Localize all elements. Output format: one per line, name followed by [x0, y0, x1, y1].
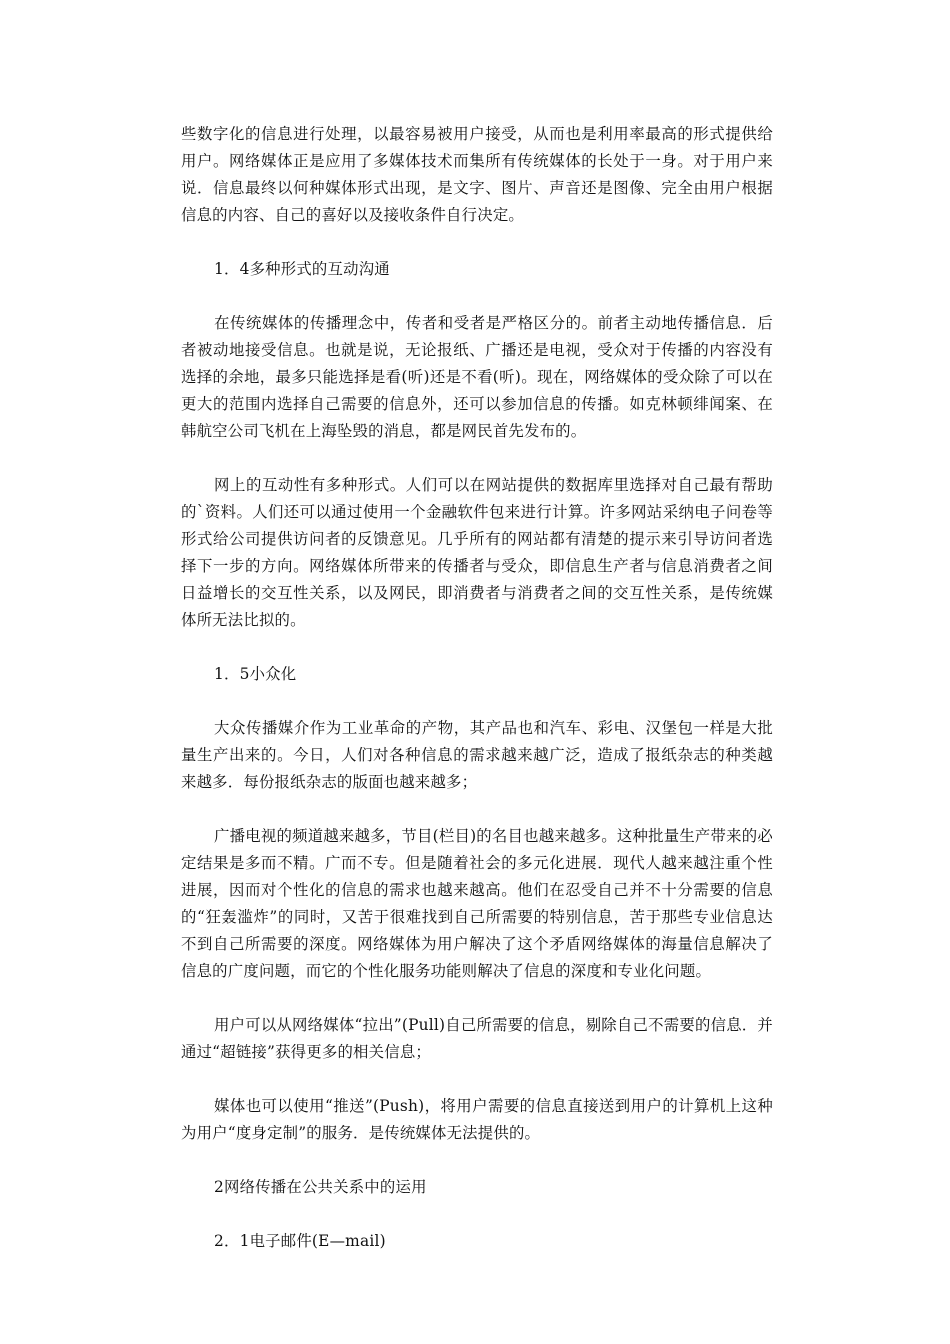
- paragraph-pull: 用户可以从网络媒体“拉出”(Pull)自己所需要的信息，剔除自己不需要的信息．并通过“超链接”获得更多的相关信息；: [181, 1016, 773, 1061]
- paragraph-traditional-media: 在传统媒体的传播理念中，传者和受者是严格区分的。前者主动地传播信息．后者被动地接受信息。也就是说，无论报纸、广播还是电视，受众对于传播的内容没有选择的余地，最多只能选择是看(听)还是不看(听)。现在，网络媒体的受众除了可以在更大的范围内选择自己需要的信息外，还可以参加信息的传播。如克林顿绯闻案、在韩航空公司飞机在上海坠毁的消息，都是网民首先发布的。: [181, 314, 773, 440]
- section-heading-1-5: 1．5小众化: [214, 665, 297, 683]
- section-heading-2-1: 2．1电子邮件(E—mail): [214, 1232, 386, 1250]
- section-heading-2: 2网络传播在公共关系中的运用: [214, 1178, 427, 1196]
- section-heading-1-4: 1．4多种形式的互动沟通: [214, 260, 390, 278]
- document-body: [181, 121, 773, 1282]
- paragraph-broadcast-channels: 广播电视的频道越来越多，节目(栏目)的名目也越来越多。这种批量生产带来的必定结果是多而不精。广而不专。但是随着社会的多元化进展．现代人越来越注重个性进展，因而对个性化的信息的需求也越来越高。他们在忍受自己并不十分需要的信息的“狂轰滥炸”的同时，又苦于很难找到自己所需要的特别信息，苦于那些专业信息达不到自己所需要的深度。网络媒体为用户解决了这个矛盾网络媒体的海量信息解决了信息的广度问题，而它的个性化服务功能则解决了信息的深度和专业化问题。: [181, 827, 773, 980]
- paragraph-multimedia-conclusion: 些数字化的信息进行处理，以最容易被用户接受，从而也是利用率最高的形式提供给用户。网络媒体正是应用了多媒体技术而集所有传统媒体的长处于一身。对于用户来说．信息最终以何种媒体形式出现，是文字、图片、声音还是图像、完全由用户根据信息的内容、自己的喜好以及接收条件自行决定。: [181, 125, 773, 224]
- paragraph-push: 媒体也可以使用“推送”(Push)，将用户需要的信息直接送到用户的计算机上这种为用户“度身定制”的服务．是传统媒体无法提供的。: [181, 1097, 773, 1142]
- paragraph-mass-media: 大众传播媒介作为工业革命的产物，其产品也和汽车、彩电、汉堡包一样是大批量生产出来的。今日，人们对各种信息的需求越来越广泛，造成了报纸杂志的种类越来越多．每份报纸杂志的版面也越来越多；: [181, 719, 773, 791]
- paragraph-interactivity: 网上的互动性有多种形式。人们可以在网站提供的数据库里选择对自己最有帮助的`资料。人们还可以通过使用一个金融软件包来进行计算。许多网站采纳电子问卷等形式给公司提供访问者的反馈意见。几乎所有的网站都有清楚的提示来引导访问者选择下一步的方向。网络媒体所带来的传播者与受众，即信息生产者与信息消费者之间日益增长的交互性关系，以及网民，即消费者与消费者之间的交互性关系，是传统媒体所无法比拟的。: [181, 476, 773, 629]
